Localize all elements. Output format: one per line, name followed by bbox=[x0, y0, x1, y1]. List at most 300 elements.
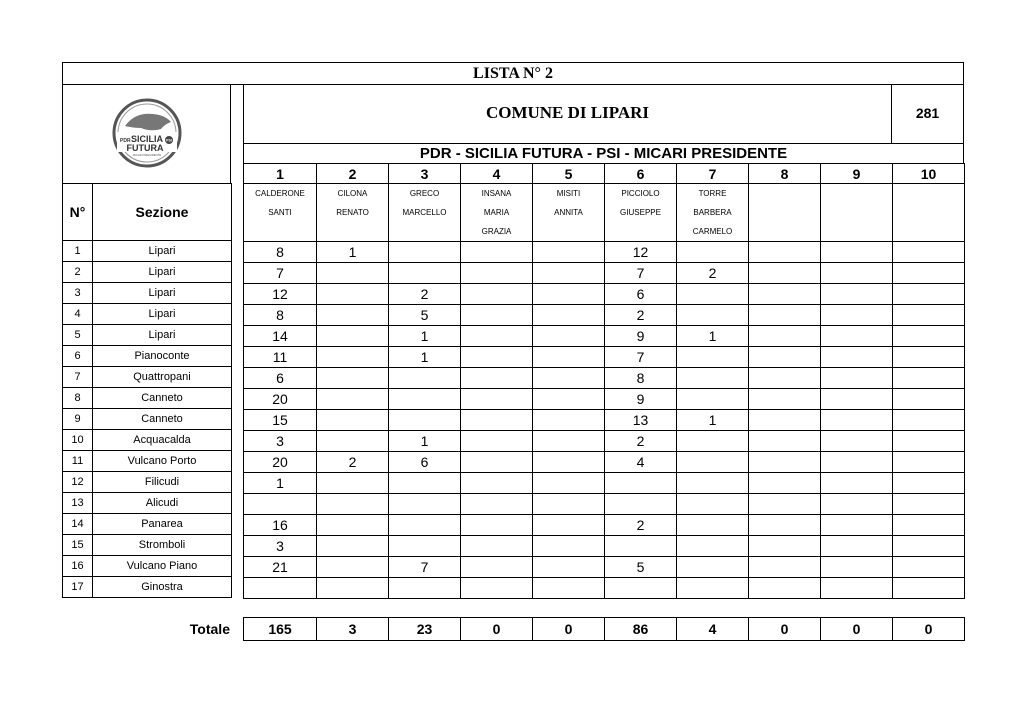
vote-cell bbox=[821, 473, 893, 494]
vote-cell bbox=[749, 452, 821, 473]
candidate-name-line bbox=[749, 222, 820, 241]
vote-cell bbox=[244, 494, 317, 515]
vote-cell bbox=[749, 242, 821, 263]
votes-row bbox=[244, 557, 965, 578]
sezione-number: 5 bbox=[63, 325, 93, 346]
candidate-name-line bbox=[749, 203, 820, 222]
vote-cell bbox=[389, 578, 461, 599]
sezione-row bbox=[63, 514, 232, 535]
votes-row bbox=[244, 452, 965, 473]
sezione-number: 15 bbox=[63, 535, 93, 556]
vote-cell: 2 bbox=[605, 305, 677, 326]
candidate-name-8 bbox=[749, 184, 821, 242]
vote-cell bbox=[677, 284, 749, 305]
comune-title: COMUNE DI LIPARI bbox=[243, 84, 892, 144]
vote-cell: 9 bbox=[605, 389, 677, 410]
vote-cell bbox=[317, 431, 389, 452]
vote-cell bbox=[605, 494, 677, 515]
candidate-number-3: 3 bbox=[389, 164, 461, 184]
vote-cell bbox=[749, 494, 821, 515]
vote-cell bbox=[461, 368, 533, 389]
vote-cell bbox=[821, 410, 893, 431]
sezione-number: 13 bbox=[63, 493, 93, 514]
vote-cell bbox=[461, 263, 533, 284]
vote-cell: 3 bbox=[244, 536, 317, 557]
vote-cell bbox=[893, 389, 965, 410]
vote-cell bbox=[821, 326, 893, 347]
vote-cell bbox=[533, 242, 605, 263]
vote-cell: 6 bbox=[605, 284, 677, 305]
vote-cell: 1 bbox=[389, 347, 461, 368]
vote-cell bbox=[533, 284, 605, 305]
candidate-name-line: INSANA bbox=[481, 189, 512, 198]
vote-cell: 5 bbox=[605, 557, 677, 578]
total-cell: 23 bbox=[389, 618, 461, 641]
candidate-name-line bbox=[317, 222, 388, 241]
vote-cell: 12 bbox=[605, 242, 677, 263]
vote-cell bbox=[749, 305, 821, 326]
candidate-number-10: 10 bbox=[893, 164, 965, 184]
vote-cell bbox=[389, 494, 461, 515]
vote-cell bbox=[749, 431, 821, 452]
vote-cell: 4 bbox=[605, 452, 677, 473]
vote-cell bbox=[821, 494, 893, 515]
vote-cell: 1 bbox=[389, 431, 461, 452]
sezione-number: 8 bbox=[63, 388, 93, 409]
candidate-name-line: MISITI bbox=[556, 189, 581, 198]
vote-cell: 1 bbox=[389, 326, 461, 347]
candidate-number-4: 4 bbox=[461, 164, 533, 184]
sezione-name: Lipari bbox=[93, 283, 232, 304]
votes-row bbox=[244, 515, 965, 536]
vote-cell bbox=[749, 557, 821, 578]
vote-cell bbox=[533, 389, 605, 410]
votes-row bbox=[244, 473, 965, 494]
candidate-name-line bbox=[821, 222, 892, 241]
vote-cell bbox=[317, 326, 389, 347]
sezione-name: Stromboli bbox=[93, 535, 232, 556]
vote-cell bbox=[749, 410, 821, 431]
vote-cell bbox=[317, 284, 389, 305]
vote-cell bbox=[893, 347, 965, 368]
sezione-name: Lipari bbox=[93, 304, 232, 325]
vote-cell bbox=[893, 452, 965, 473]
vote-cell bbox=[821, 263, 893, 284]
candidate-name-line: CALDERONE bbox=[255, 189, 305, 198]
votes-row bbox=[244, 368, 965, 389]
vote-cell bbox=[389, 473, 461, 494]
candidate-name-2 bbox=[317, 184, 389, 242]
vote-cell bbox=[461, 410, 533, 431]
vote-cell: 7 bbox=[605, 263, 677, 284]
vote-cell bbox=[893, 557, 965, 578]
vote-cell bbox=[461, 473, 533, 494]
votes-row bbox=[244, 536, 965, 557]
vote-cell bbox=[317, 263, 389, 284]
candidate-number-2: 2 bbox=[317, 164, 389, 184]
total-cell: 4 bbox=[677, 618, 749, 641]
vote-cell bbox=[461, 305, 533, 326]
vote-cell bbox=[677, 494, 749, 515]
logo-psi-text: PSI bbox=[166, 138, 172, 143]
vote-cell: 2 bbox=[605, 431, 677, 452]
vote-cell bbox=[317, 494, 389, 515]
vote-cell bbox=[533, 410, 605, 431]
vote-cell bbox=[893, 368, 965, 389]
vote-cell bbox=[749, 515, 821, 536]
sezione-name: Vulcano Porto bbox=[93, 451, 232, 472]
vote-cell bbox=[533, 368, 605, 389]
sezione-number: 14 bbox=[63, 514, 93, 535]
vote-cell: 2 bbox=[389, 284, 461, 305]
candidate-name-line bbox=[605, 222, 676, 241]
vote-cell: 1 bbox=[244, 473, 317, 494]
vote-cell bbox=[749, 347, 821, 368]
numero-header: N° bbox=[63, 184, 93, 241]
candidate-name-line: ANNITA bbox=[554, 208, 583, 217]
sezione-name: Panarea bbox=[93, 514, 232, 535]
vote-cell bbox=[605, 578, 677, 599]
vote-cell bbox=[317, 536, 389, 557]
vote-cell: 8 bbox=[244, 305, 317, 326]
vote-cell bbox=[389, 368, 461, 389]
sezione-row bbox=[63, 409, 232, 430]
sezione-number: 17 bbox=[63, 577, 93, 598]
candidate-number-1: 1 bbox=[244, 164, 317, 184]
sezione-row bbox=[63, 451, 232, 472]
vote-cell bbox=[317, 347, 389, 368]
total-cell: 0 bbox=[533, 618, 605, 641]
vote-cell bbox=[244, 578, 317, 599]
votes-row bbox=[244, 431, 965, 452]
vote-cell bbox=[605, 536, 677, 557]
votes-row bbox=[244, 347, 965, 368]
vote-cell bbox=[893, 515, 965, 536]
vote-cell: 7 bbox=[244, 263, 317, 284]
votes-row bbox=[244, 284, 965, 305]
sezione-row bbox=[63, 577, 232, 598]
total-cell: 0 bbox=[749, 618, 821, 641]
vote-cell: 5 bbox=[389, 305, 461, 326]
sezione-number: 12 bbox=[63, 472, 93, 493]
sezione-number: 16 bbox=[63, 556, 93, 577]
vote-cell bbox=[749, 368, 821, 389]
vote-cell: 7 bbox=[605, 347, 677, 368]
vote-cell bbox=[821, 452, 893, 473]
candidate-number-7: 7 bbox=[677, 164, 749, 184]
vote-cell bbox=[821, 431, 893, 452]
vote-cell: 15 bbox=[244, 410, 317, 431]
candidate-name-line bbox=[821, 203, 892, 222]
candidate-name-line: RENATO bbox=[336, 208, 369, 217]
vote-cell bbox=[677, 389, 749, 410]
sezione-name: Canneto bbox=[93, 409, 232, 430]
sezione-name: Vulcano Piano bbox=[93, 556, 232, 577]
vote-cell bbox=[821, 284, 893, 305]
sezione-row bbox=[63, 388, 232, 409]
vote-cell: 1 bbox=[677, 326, 749, 347]
vote-cell bbox=[461, 431, 533, 452]
sezione-row bbox=[63, 346, 232, 367]
vote-cell: 2 bbox=[677, 263, 749, 284]
vote-cell: 7 bbox=[389, 557, 461, 578]
total-cell: 3 bbox=[317, 618, 389, 641]
vote-cell bbox=[677, 431, 749, 452]
vote-cell bbox=[893, 578, 965, 599]
vote-cell: 6 bbox=[389, 452, 461, 473]
votes-row bbox=[244, 242, 965, 263]
list-code: 281 bbox=[891, 84, 964, 144]
vote-cell bbox=[317, 578, 389, 599]
vote-cell bbox=[317, 305, 389, 326]
vote-cell: 20 bbox=[244, 389, 317, 410]
vote-cell: 16 bbox=[244, 515, 317, 536]
vote-cell: 13 bbox=[605, 410, 677, 431]
vote-cell bbox=[893, 305, 965, 326]
vote-cell bbox=[461, 578, 533, 599]
votes-row bbox=[244, 578, 965, 599]
vote-cell bbox=[461, 494, 533, 515]
vote-cell bbox=[533, 452, 605, 473]
votes-row bbox=[244, 263, 965, 284]
sezione-name: Alicudi bbox=[93, 493, 232, 514]
sezione-name: Lipari bbox=[93, 241, 232, 262]
vote-cell bbox=[677, 515, 749, 536]
vote-cell: 21 bbox=[244, 557, 317, 578]
votes-row bbox=[244, 326, 965, 347]
vote-cell bbox=[749, 263, 821, 284]
sezione-number: 4 bbox=[63, 304, 93, 325]
sezione-row bbox=[63, 241, 232, 262]
sezione-number: 6 bbox=[63, 346, 93, 367]
candidate-name-line bbox=[893, 184, 964, 203]
vote-cell: 12 bbox=[244, 284, 317, 305]
candidate-name-line: BARBERA bbox=[693, 208, 732, 217]
vote-cell bbox=[317, 389, 389, 410]
sezione-number: 10 bbox=[63, 430, 93, 451]
candidate-number-8: 8 bbox=[749, 164, 821, 184]
vote-cell bbox=[749, 284, 821, 305]
vote-cell: 14 bbox=[244, 326, 317, 347]
votes-row bbox=[244, 389, 965, 410]
logo-sub-text: MICARI PRESIDENTE bbox=[132, 153, 162, 157]
vote-cell bbox=[893, 494, 965, 515]
vote-cell bbox=[893, 410, 965, 431]
sezione-row bbox=[63, 325, 232, 346]
vote-cell bbox=[749, 536, 821, 557]
sezioni-table bbox=[62, 183, 232, 598]
candidate-name-line bbox=[244, 222, 316, 241]
vote-cell bbox=[533, 578, 605, 599]
vote-cell bbox=[461, 242, 533, 263]
vote-cell bbox=[677, 557, 749, 578]
vote-cell bbox=[893, 431, 965, 452]
candidate-name-line bbox=[749, 184, 820, 203]
vote-cell bbox=[821, 347, 893, 368]
votes-row bbox=[244, 410, 965, 431]
sezione-row bbox=[63, 304, 232, 325]
vote-cell bbox=[749, 326, 821, 347]
candidate-name-line: CILONA bbox=[337, 189, 368, 198]
logo-pdr-text: PDR bbox=[120, 138, 131, 144]
vote-cell bbox=[461, 452, 533, 473]
vote-cell bbox=[461, 326, 533, 347]
candidate-number-6: 6 bbox=[605, 164, 677, 184]
total-cell: 0 bbox=[893, 618, 965, 641]
sezione-name: Quattropani bbox=[93, 367, 232, 388]
vote-cell bbox=[461, 389, 533, 410]
sezione-row bbox=[63, 472, 232, 493]
totale-label: Totale bbox=[189, 621, 230, 637]
candidate-name-10 bbox=[893, 184, 965, 242]
vote-cell bbox=[317, 515, 389, 536]
candidate-name-line: TORRE bbox=[698, 189, 727, 198]
vote-cell bbox=[821, 389, 893, 410]
sezione-number: 9 bbox=[63, 409, 93, 430]
vote-cell bbox=[461, 347, 533, 368]
vote-cell bbox=[677, 368, 749, 389]
vote-cell bbox=[533, 263, 605, 284]
sezione-row bbox=[63, 556, 232, 577]
vote-cell bbox=[533, 305, 605, 326]
sezione-name: Canneto bbox=[93, 388, 232, 409]
sicilia-futura-logo-icon bbox=[107, 98, 187, 168]
vote-cell: 8 bbox=[244, 242, 317, 263]
sezione-number: 1 bbox=[63, 241, 93, 262]
vote-cell bbox=[461, 284, 533, 305]
sezione-number: 7 bbox=[63, 367, 93, 388]
sezione-row bbox=[63, 283, 232, 304]
candidate-name-line: CARMELO bbox=[692, 227, 733, 236]
sezione-name: Lipari bbox=[93, 325, 232, 346]
vote-cell bbox=[821, 557, 893, 578]
votes-table bbox=[243, 163, 965, 599]
vote-cell bbox=[677, 305, 749, 326]
candidate-number-9: 9 bbox=[821, 164, 893, 184]
candidate-name-line bbox=[893, 222, 964, 241]
vote-cell bbox=[821, 368, 893, 389]
vote-cell bbox=[533, 515, 605, 536]
vote-cell bbox=[677, 578, 749, 599]
logo-name1-text: SICILIA bbox=[130, 134, 164, 144]
candidate-name-9 bbox=[821, 184, 893, 242]
vote-cell bbox=[677, 452, 749, 473]
vote-cell bbox=[317, 557, 389, 578]
sezione-name: Pianoconte bbox=[93, 346, 232, 367]
candidate-number-5: 5 bbox=[533, 164, 605, 184]
vote-cell bbox=[461, 536, 533, 557]
vote-cell bbox=[821, 578, 893, 599]
total-cell: 0 bbox=[461, 618, 533, 641]
vote-cell bbox=[893, 284, 965, 305]
candidate-name-line bbox=[893, 203, 964, 222]
vote-cell bbox=[389, 242, 461, 263]
vote-cell: 2 bbox=[605, 515, 677, 536]
vote-cell bbox=[461, 557, 533, 578]
vote-cell bbox=[821, 305, 893, 326]
votes-row bbox=[244, 305, 965, 326]
sezione-row bbox=[63, 493, 232, 514]
vote-cell bbox=[893, 242, 965, 263]
sezione-name: Filicudi bbox=[93, 472, 232, 493]
vote-cell bbox=[533, 473, 605, 494]
candidate-name-3 bbox=[389, 184, 461, 242]
vote-cell bbox=[605, 473, 677, 494]
vote-cell: 6 bbox=[244, 368, 317, 389]
candidate-name-line: GRAZIA bbox=[481, 227, 512, 236]
candidate-name-line: PICCIOLO bbox=[621, 189, 660, 198]
vote-cell bbox=[317, 368, 389, 389]
candidate-name-line bbox=[389, 222, 460, 241]
vote-cell bbox=[893, 326, 965, 347]
candidate-name-6 bbox=[605, 184, 677, 242]
sezione-number: 11 bbox=[63, 451, 93, 472]
vote-cell bbox=[533, 557, 605, 578]
vote-cell bbox=[389, 410, 461, 431]
vote-cell bbox=[533, 536, 605, 557]
sezione-row bbox=[63, 430, 232, 451]
sezione-row bbox=[63, 367, 232, 388]
logo-name2-text: FUTURA bbox=[126, 143, 164, 153]
vote-cell bbox=[533, 326, 605, 347]
vote-cell bbox=[893, 263, 965, 284]
sezione-number: 3 bbox=[63, 283, 93, 304]
candidate-name-line: GIUSEPPE bbox=[620, 208, 661, 217]
vote-cell: 2 bbox=[317, 452, 389, 473]
vote-cell: 1 bbox=[677, 410, 749, 431]
vote-cell bbox=[389, 515, 461, 536]
sezione-name: Lipari bbox=[93, 262, 232, 283]
party-logo-box bbox=[62, 84, 231, 184]
vote-cell bbox=[389, 536, 461, 557]
total-cell: 165 bbox=[244, 618, 317, 641]
vote-cell bbox=[677, 242, 749, 263]
vote-cell bbox=[749, 578, 821, 599]
vote-cell bbox=[389, 389, 461, 410]
coalition-title: PDR - SICILIA FUTURA - PSI - MICARI PRESIDENTE bbox=[243, 143, 964, 164]
vote-cell: 20 bbox=[244, 452, 317, 473]
candidate-name-1 bbox=[244, 184, 317, 242]
vote-cell: 9 bbox=[605, 326, 677, 347]
vote-cell bbox=[893, 473, 965, 494]
vote-cell bbox=[821, 242, 893, 263]
candidate-name-line: MARCELLO bbox=[402, 208, 447, 217]
candidate-name-line: GRECO bbox=[409, 189, 440, 198]
sezione-name: Ginostra bbox=[93, 577, 232, 598]
votes-row bbox=[244, 494, 965, 515]
total-cell: 86 bbox=[605, 618, 677, 641]
sezione-row bbox=[63, 535, 232, 556]
vote-cell bbox=[749, 473, 821, 494]
vote-cell bbox=[317, 410, 389, 431]
sezione-header: Sezione bbox=[93, 184, 232, 241]
vote-cell bbox=[317, 473, 389, 494]
sezione-number: 2 bbox=[63, 262, 93, 283]
vote-cell: 3 bbox=[244, 431, 317, 452]
sezione-row bbox=[63, 262, 232, 283]
vote-cell bbox=[677, 536, 749, 557]
candidate-name-7 bbox=[677, 184, 749, 242]
vote-cell bbox=[389, 263, 461, 284]
vote-cell bbox=[533, 494, 605, 515]
list-title: LISTA N° 2 bbox=[62, 62, 964, 85]
candidate-name-line: MARIA bbox=[483, 208, 510, 217]
vote-cell bbox=[821, 536, 893, 557]
candidate-name-5 bbox=[533, 184, 605, 242]
vote-cell bbox=[677, 473, 749, 494]
candidate-name-line: SANTI bbox=[268, 208, 292, 217]
total-cell: 0 bbox=[821, 618, 893, 641]
